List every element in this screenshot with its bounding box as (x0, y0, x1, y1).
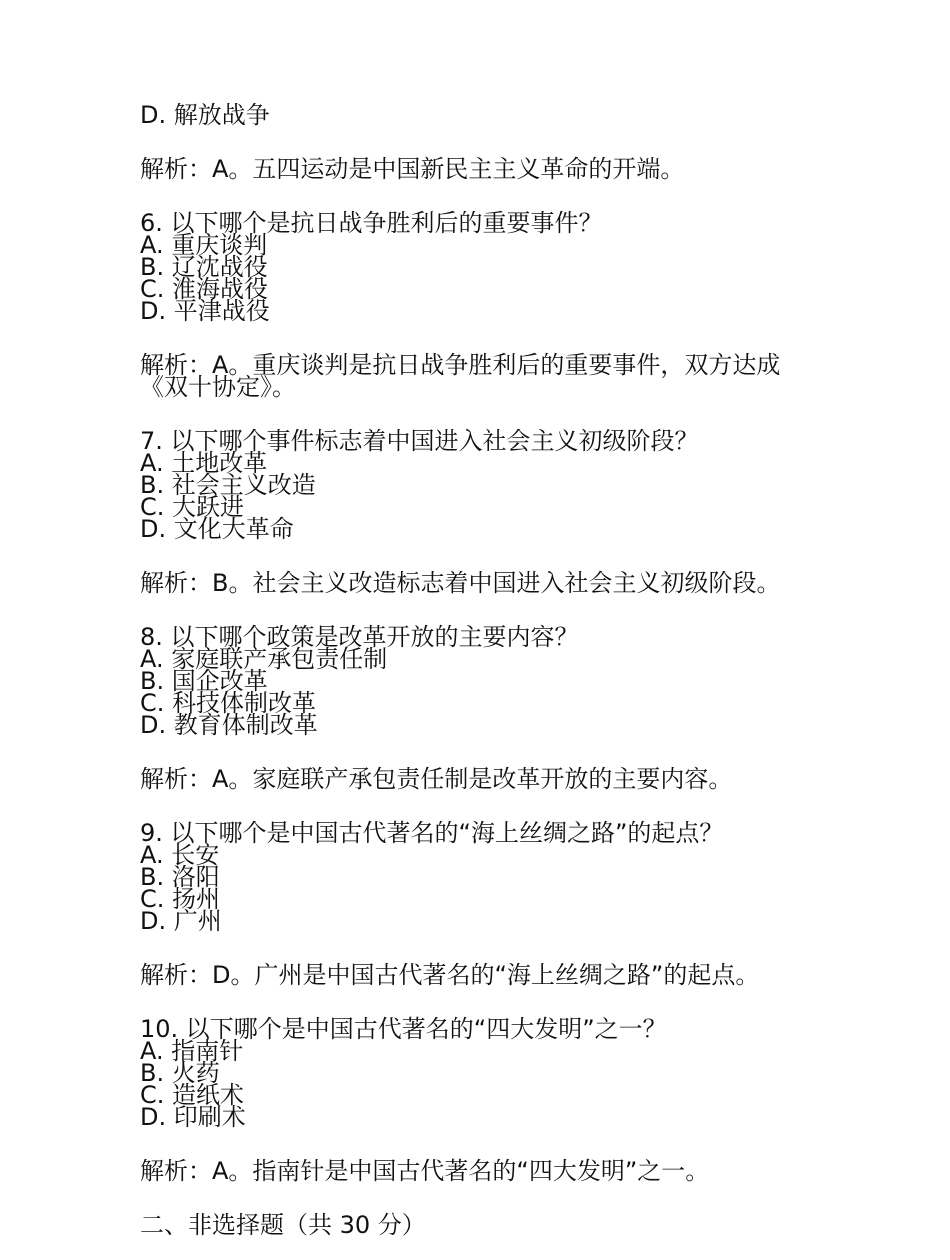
question-10-option-b: B. 火药 (140, 1059, 220, 1087)
question-8-option-b: B. 国企改革 (140, 667, 268, 695)
question-9-option-b: B. 洛阳 (140, 863, 220, 891)
question-7 (140, 427, 830, 597)
question-8-text: 8. 以下哪个政策是改革开放的主要内容？ (140, 623, 579, 651)
question-7-option-b: B. 社会主义改造 (140, 471, 316, 499)
question-6-option-c: C. 淮海战役 (140, 275, 269, 303)
question-7-option-d: D. 文化大革命 (140, 515, 294, 543)
question-6-analysis-line-1: 解析：A。重庆谈判是抗日战争胜利后的重要事件，双方达成 (140, 351, 781, 379)
question-10-analysis-line-1: 解析：A。指南针是中国古代著名的“四大发明”之一。 (140, 1157, 710, 1185)
question-7-analysis (140, 569, 830, 597)
analysis-q5: 解析：A。五四运动是中国新民主主义革命的开端。 (140, 155, 685, 183)
section-heading-non-choice: 二、非选择题（共 30 分） (140, 1211, 426, 1239)
question-10-option-c: C. 造纸术 (140, 1081, 245, 1109)
option-d-liberation-war: D. 解放战争 (140, 101, 270, 129)
question-6-option-a: A. 重庆谈判 (140, 231, 268, 259)
question-10-text: 10. 以下哪个是中国古代著名的“四大发明”之一？ (140, 1015, 667, 1043)
document-content (140, 101, 830, 1260)
question-9-option-d: D. 广州 (140, 907, 222, 935)
question-6-option-d: D. 平津战役 (140, 297, 270, 325)
question-9-analysis-line-1: 解析：D。广州是中国古代著名的“海上丝绸之路”的起点。 (140, 961, 760, 989)
question-8-option-d: D. 教育体制改革 (140, 711, 318, 739)
question-9 (140, 819, 830, 989)
question-6-analysis (140, 351, 830, 401)
question-8-analysis (140, 765, 830, 793)
question-7-analysis-line-1: 解析：B。社会主义改造标志着中国进入社会主义初级阶段。 (140, 569, 781, 597)
question-6-text: 6. 以下哪个是抗日战争胜利后的重要事件？ (140, 209, 603, 237)
question-8-option-a: A. 家庭联产承包责任制 (140, 645, 388, 673)
question-10-option-d: D. 印刷术 (140, 1103, 246, 1131)
question-7-option-a: A. 土地改革 (140, 449, 268, 477)
question-6 (140, 209, 830, 401)
question-9-text: 9. 以下哪个是中国古代著名的“海上丝绸之路”的起点？ (140, 819, 724, 847)
question-7-option-c: C. 大跃进 (140, 493, 245, 521)
question-6-analysis-line-2: 《双十协定》。 (140, 373, 296, 401)
question-8-option-c: C. 科技体制改革 (140, 689, 317, 717)
question-10-option-a: A. 指南针 (140, 1037, 244, 1065)
question-8 (140, 623, 830, 793)
question-7-text: 7. 以下哪个事件标志着中国进入社会主义初级阶段？ (140, 427, 699, 455)
question-6-option-b: B. 辽沈战役 (140, 253, 268, 281)
question-9-option-a: A. 长安 (140, 841, 220, 869)
question-10-analysis (140, 1157, 830, 1185)
question-8-analysis-line-1: 解析：A。家庭联产承包责任制是改革开放的主要内容。 (140, 765, 733, 793)
question-9-analysis (140, 961, 830, 989)
question-10 (140, 1015, 830, 1185)
question-9-option-c: C. 扬州 (140, 885, 221, 913)
